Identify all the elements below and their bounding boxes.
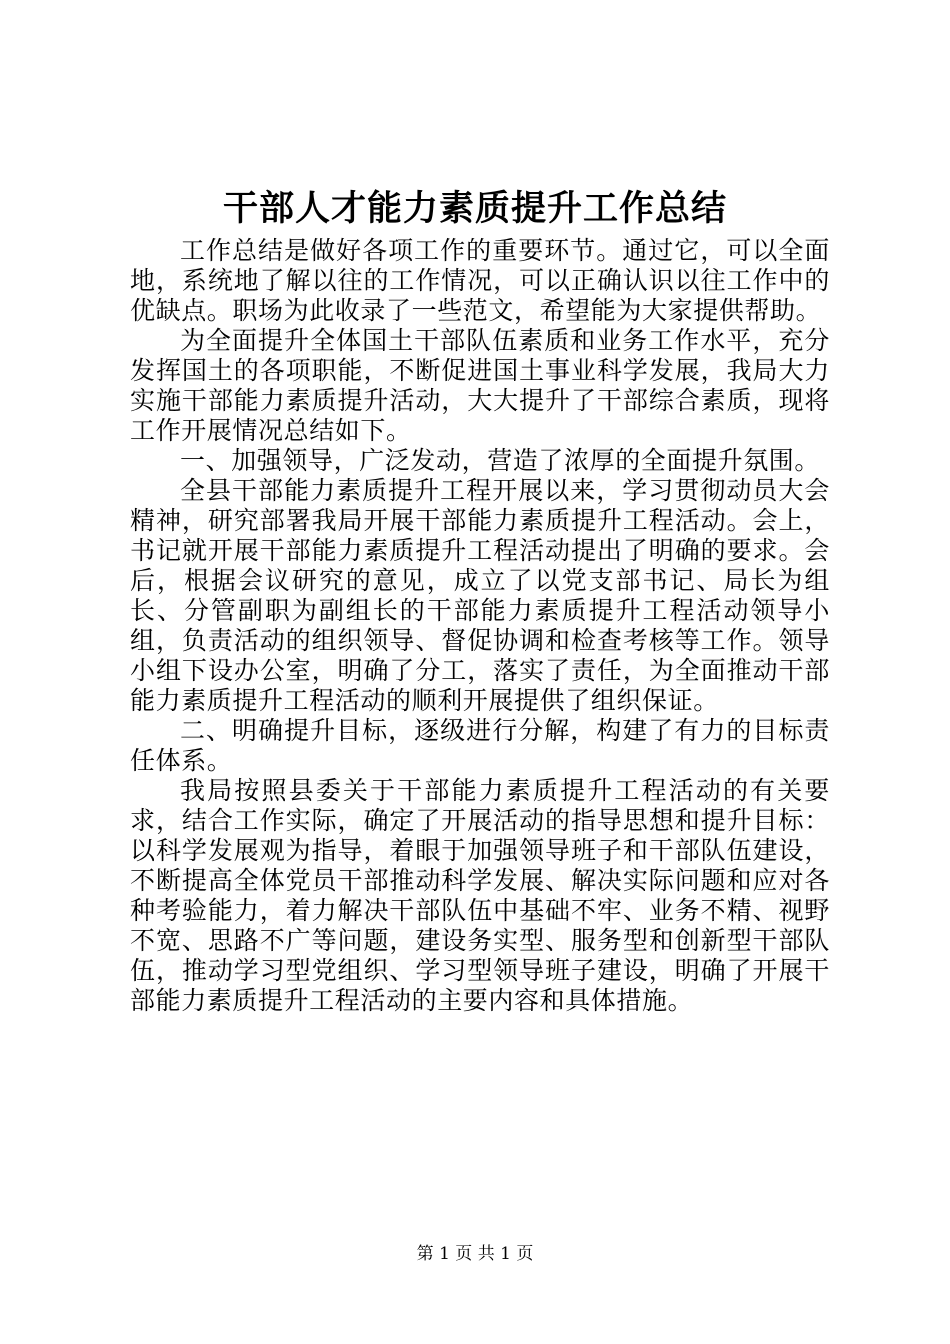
page-footer: 第 1 页 共 1 页 xyxy=(416,1244,534,1264)
section-heading-1: 一、加强领导，广泛发动，营造了浓厚的全面提升氛围。 xyxy=(180,446,821,475)
paragraph-intro: 工作总结是做好各项工作的重要环节。通过它，可以全面地，系统地了解以往的工作情况，可以正确认识以往工作中的优缺点。职场为此收录了一些范文，希望能为大家提供帮助。 xyxy=(130,236,830,325)
document-body xyxy=(130,236,830,1016)
section-heading-2: 二、明确提升目标，逐级进行分解，构建了有力的目标责任体系。 xyxy=(130,716,830,775)
paragraph-section-2: 我局按照县委关于干部能力素质提升工程活动的有关要求，结合工作实际，确定了开展活动的指导思想和提升目标：以科学发展观为指导，着眼于加强领导班子和干部队伍建设，不断提高全体党员干部推动科学发展、解决实际问题和应对各种考验能力，着力解决干部队伍中基础不牢、业务不精、视野不宽、思路不广等问题，建设务实型、服务型和创新型干部队伍，推动学习型党组织、学习型领导班子建设，明确了开展干部能力素质提升工程活动的主要内容和具体措施。 xyxy=(130,776,830,1015)
paragraph-section-1: 全县干部能力素质提升工程开展以来，学习贯彻动员大会精神，研究部署我局开展干部能力素质提升工程活动。会上，书记就开展干部能力素质提升工程活动提出了明确的要求。会后，根据会议研究的意见，成立了以党支部书记、局长为组长、分管副职为副组长的干部能力素质提升工程活动领导小组，负责活动的组织领导、督促协调和检查考核等工作。领导小组下设办公室，明确了分工，落实了责任，为全面推动干部能力素质提升工程活动的顺利开展提供了组织保证。 xyxy=(130,476,830,715)
paragraph-overview: 为全面提升全体国土干部队伍素质和业务工作水平，充分发挥国土的各项职能，不断促进国土事业科学发展，我局大力实施干部能力素质提升活动，大大提升了干部综合素质，现将工作开展情况总结如下。 xyxy=(130,326,830,445)
document-title: 干部人才能力素质提升工作总结 xyxy=(222,188,727,229)
